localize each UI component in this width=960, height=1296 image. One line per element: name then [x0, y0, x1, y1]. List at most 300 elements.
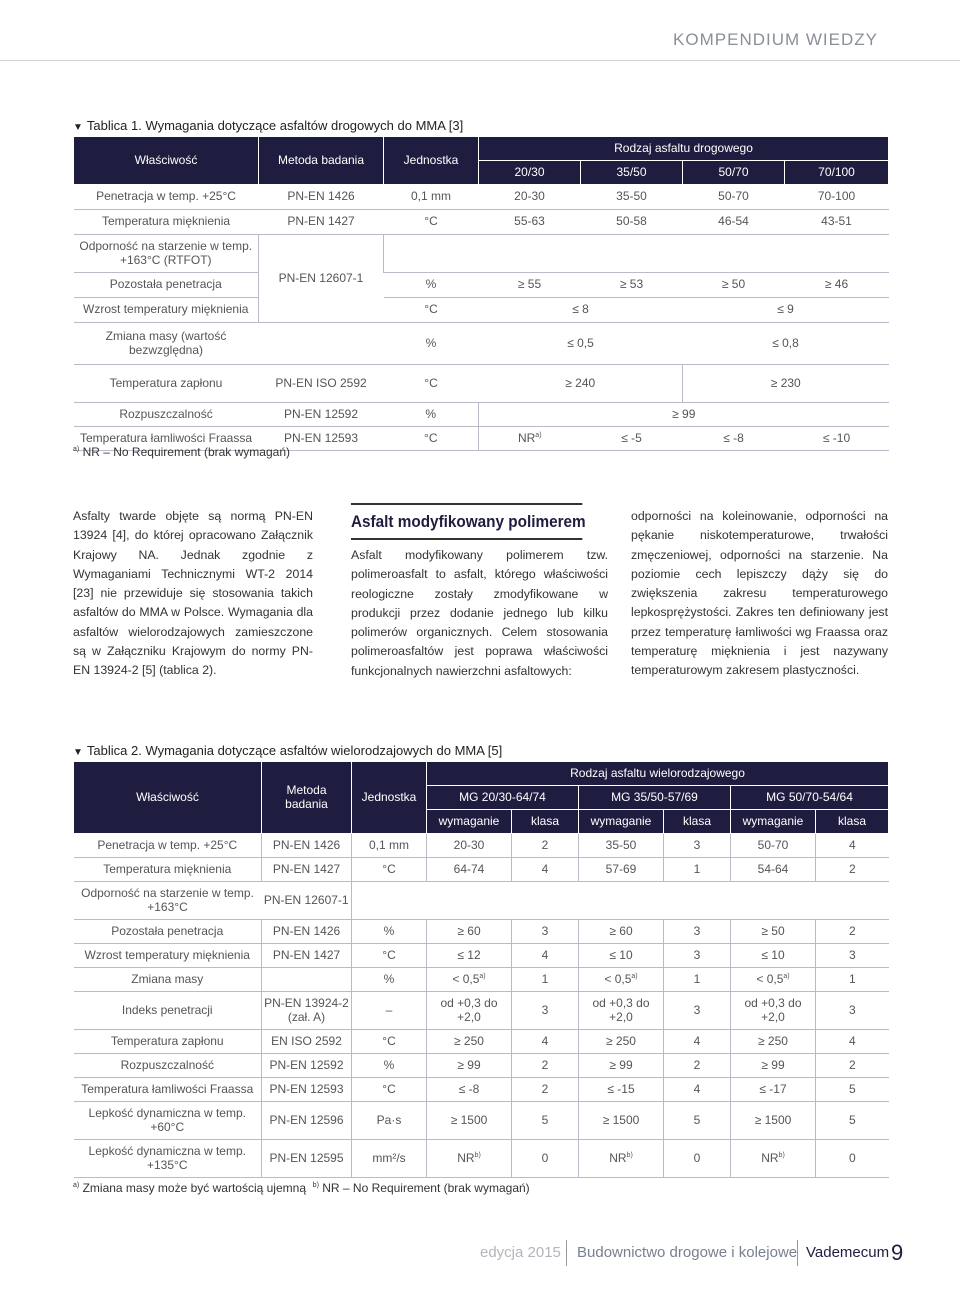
cell-text: Temperatura łamliwości Fraassa — [81, 1081, 254, 1096]
cell — [579, 1078, 664, 1102]
table-row — [74, 365, 889, 403]
t2-header-group: Rodzaj asfaltu wielorodzajowego — [427, 762, 889, 786]
cell-text: Indeks penetracji — [121, 1002, 213, 1017]
cell — [262, 920, 352, 944]
cell: Zmiana masy (wartość bezwzględna) — [74, 323, 259, 365]
cell: Temperatura zapłonu — [74, 365, 259, 403]
cell — [352, 1054, 427, 1078]
cell — [512, 1140, 579, 1178]
t1-grade: 20/30 — [479, 161, 581, 185]
cell — [816, 1054, 889, 1078]
cell — [512, 1054, 579, 1078]
cell-text: Temperatura mięknienia — [103, 861, 232, 876]
cell-text: % — [383, 923, 395, 938]
t1-header-group: Rodzaj asfaltu drogowego — [479, 137, 889, 161]
t2-header-unit: Jednostka — [352, 762, 427, 834]
footnote-mark: a) — [783, 972, 790, 980]
cell-text: ≥ 1500 — [450, 1112, 488, 1127]
table-row — [74, 1140, 889, 1178]
t1-grade: 35/50 — [581, 161, 683, 185]
cell-text: 0 — [848, 1150, 856, 1165]
t1-header-method: Metoda badania — [259, 137, 384, 185]
cell — [664, 1030, 731, 1054]
footer-edition: edycja 2015 — [480, 1244, 561, 1261]
table2-caption-text: Tablica 2. Wymagania dotyczące asfaltów wielorodzajowych do MMA [5] — [86, 743, 503, 758]
cell-text: < 0,5 — [756, 971, 784, 986]
footnote-mark: b) — [474, 1151, 481, 1159]
cell — [816, 1140, 889, 1178]
cell-text: 2 — [848, 861, 856, 876]
cell-text: ≥ 50 — [761, 923, 785, 938]
cell-text: NR — [609, 1150, 627, 1165]
cell-text: °C — [382, 861, 396, 876]
cell — [816, 834, 889, 858]
cell — [512, 1078, 579, 1102]
cell: 35-50 — [581, 185, 683, 210]
cell: 46-54 — [683, 210, 785, 235]
cell-text: PN-EN 12596 — [269, 1112, 344, 1127]
cell — [262, 1102, 352, 1140]
cell-text: 5 — [541, 1112, 549, 1127]
cell — [262, 1078, 352, 1102]
cell — [352, 968, 427, 992]
cell — [74, 1102, 262, 1140]
triangle-down-icon: ▼ — [73, 122, 83, 133]
cell — [512, 1030, 579, 1054]
cell — [479, 427, 581, 451]
cell: PN-EN 1426 — [259, 185, 384, 210]
cell — [664, 944, 731, 968]
cell — [74, 992, 262, 1030]
footer-brand: Vademecum — [797, 1240, 889, 1266]
cell — [731, 992, 816, 1030]
cell: Temperatura mięknienia — [74, 210, 259, 235]
cell — [579, 944, 664, 968]
cell-text: % — [383, 1057, 395, 1072]
cell: ≤ 0,8 — [683, 323, 889, 365]
table-row — [74, 210, 889, 235]
cell: °C — [384, 365, 479, 403]
cell — [352, 1030, 427, 1054]
footnote-mark: a) — [73, 446, 80, 453]
cell — [74, 1054, 262, 1078]
cell — [731, 1140, 816, 1178]
cell-text: 1 — [848, 971, 856, 986]
cell-text: < 0,5 — [452, 971, 480, 986]
footnote-text: NR – No Requirement (brak wymagań) — [322, 1181, 530, 1195]
cell-text: 64-74 — [453, 861, 485, 876]
cell-text: 4 — [848, 837, 856, 852]
table2 — [73, 761, 889, 1178]
cell-text: % — [383, 971, 395, 986]
table-row — [74, 858, 889, 882]
cell-text: 5 — [848, 1112, 856, 1127]
cell-text: od +0,3 do +2,0 — [440, 995, 498, 1024]
cell — [74, 968, 262, 992]
cell: 50-58 — [581, 210, 683, 235]
cell: % — [384, 403, 479, 427]
t2-grade: MG 50/70-54/64 — [731, 786, 889, 810]
cell — [816, 968, 889, 992]
t2-sub: wymaganie — [731, 810, 816, 834]
cell — [262, 1140, 352, 1178]
cell: PN-EN 12607-1 — [259, 235, 384, 323]
t2-sub: klasa — [512, 810, 579, 834]
cell — [74, 920, 262, 944]
cell — [74, 834, 262, 858]
cell-text: 2 — [693, 1057, 701, 1072]
cell-text: 3 — [693, 947, 701, 962]
cell: ≤ -10 — [785, 427, 889, 451]
cell-text: ≥ 250 — [606, 1033, 636, 1048]
cell-text: mm²/s — [372, 1150, 406, 1165]
empty-cell — [384, 235, 889, 273]
cell — [427, 992, 512, 1030]
cell — [579, 1102, 664, 1140]
footnote-mark: a) — [479, 972, 486, 980]
cell: ≥ 55 — [479, 273, 581, 298]
cell-text: °C — [382, 1033, 396, 1048]
cell-text: 2 — [541, 837, 549, 852]
cell — [664, 1102, 731, 1140]
cell — [512, 920, 579, 944]
text-column-1: Asfalty twarde objęte są normą PN-EN 13924 [4], do której opracowano Załącznik Krajowy NA. Jednak zgodnie z Wymaganiami Technicznymi WT-2 2014 [23] nie przewiduje się stosowania takich asfaltów do MMA w Polsce. Wymagania dla asfaltów wielorodzajowych zamieszczone są w Załączniku Krajowym do normy PN-EN 13924-2 [5] (tablica 2). — [73, 509, 313, 678]
cell — [579, 968, 664, 992]
empty-cell — [352, 882, 889, 920]
footer-section: Budownictwo drogowe i kolejowe — [566, 1240, 797, 1266]
cell-text: 5 — [848, 1081, 856, 1096]
cell-text: NR — [761, 1150, 779, 1165]
cell: % — [384, 273, 479, 298]
cell: °C — [384, 298, 479, 323]
cell — [664, 1078, 731, 1102]
cell — [664, 968, 731, 992]
cell-text: PN-EN 12593 — [269, 1081, 344, 1096]
cell: % — [384, 323, 479, 365]
t1-grade: 50/70 — [683, 161, 785, 185]
cell: 43-51 — [785, 210, 889, 235]
footnote-mark: a) — [73, 1182, 80, 1189]
cell: 0,1 mm — [384, 185, 479, 210]
table-row — [74, 1030, 889, 1054]
t1-header-property: Właściwość — [74, 137, 259, 185]
cell: 55-63 — [479, 210, 581, 235]
cell — [816, 920, 889, 944]
cell-text: 3 — [693, 837, 701, 852]
cell: ≤ -5 — [581, 427, 683, 451]
cell — [512, 1102, 579, 1140]
cell-text: ≥ 250 — [758, 1033, 788, 1048]
cell — [731, 1054, 816, 1078]
cell — [579, 1054, 664, 1078]
footnote-mark: b) — [778, 1151, 785, 1159]
cell-text: 4 — [541, 947, 549, 962]
cell-text: ≥ 1500 — [602, 1112, 640, 1127]
cell-text: °C — [382, 1081, 396, 1096]
footnote-mark: a) — [631, 972, 638, 980]
table-row — [74, 235, 889, 273]
section-title: Asfalt modyfikowany polimerem — [351, 503, 582, 540]
cell-text: – — [385, 1002, 393, 1017]
cell — [262, 1030, 352, 1054]
cell-text: 3 — [848, 1002, 856, 1017]
cell-text: 4 — [693, 1033, 701, 1048]
cell-text: 35-50 — [605, 837, 637, 852]
header-divider — [0, 60, 960, 61]
cell — [427, 1102, 512, 1140]
table-row — [74, 323, 889, 365]
cell-text: PN-EN 1427 — [272, 861, 341, 876]
cell — [579, 1030, 664, 1054]
table-row — [74, 944, 889, 968]
cell: 20-30 — [479, 185, 581, 210]
cell — [74, 1140, 262, 1178]
cell — [74, 858, 262, 882]
cell: Penetracja w temp. +25°C — [74, 185, 259, 210]
footnote-mark: b) — [626, 1151, 633, 1159]
cell-text: ≥ 60 — [609, 923, 633, 938]
cell-text: Temperatura zapłonu — [110, 1033, 224, 1048]
cell-text: 5 — [693, 1112, 701, 1127]
cell-text: Penetracja w temp. +25°C — [97, 837, 238, 852]
cell: ≥ 230 — [683, 365, 889, 403]
table-row — [74, 920, 889, 944]
table2-caption — [73, 743, 502, 758]
cell-text: ≤ -8 — [458, 1081, 480, 1096]
cell — [74, 944, 262, 968]
t2-grade: MG 35/50-57/69 — [579, 786, 731, 810]
cell — [262, 834, 352, 858]
cell: ≥ 50 — [683, 273, 785, 298]
cell — [816, 858, 889, 882]
footnote-text: Zmiana masy może być wartością ujemną — [82, 1181, 306, 1195]
cell-text: EN ISO 2592 — [271, 1033, 342, 1048]
cell: °C — [384, 210, 479, 235]
cell-text: ≤ -15 — [607, 1081, 635, 1096]
cell: ≤ 0,5 — [479, 323, 683, 365]
cell — [262, 968, 352, 992]
cell-text: ≤ 10 — [609, 947, 633, 962]
cell — [352, 858, 427, 882]
cell-text: 3 — [693, 1002, 701, 1017]
page-number: 9 — [891, 1240, 904, 1265]
t2-sub: wymaganie — [427, 810, 512, 834]
cell-text: ≥ 99 — [457, 1057, 481, 1072]
cell — [816, 1030, 889, 1054]
cell: PN-EN 12592 — [259, 403, 384, 427]
cell-text: 1 — [541, 971, 549, 986]
t2-sub: klasa — [816, 810, 889, 834]
cell-text: od +0,3 do +2,0 — [744, 995, 802, 1024]
cell-text: PN-EN 1427 — [272, 947, 341, 962]
table-row — [74, 968, 889, 992]
cell: ≥ 53 — [581, 273, 683, 298]
cell-text: NR — [457, 1150, 475, 1165]
cell: PN-EN 1427 — [259, 210, 384, 235]
cell — [579, 834, 664, 858]
cell-text: 4 — [541, 861, 549, 876]
cell-text: 1 — [693, 971, 701, 986]
cell — [427, 1054, 512, 1078]
cell-text: Lepkość dynamiczna w temp. +60°C — [88, 1105, 246, 1134]
cell-text: 2 — [848, 1057, 856, 1072]
cell — [731, 1102, 816, 1140]
cell-text: Pozostała penetracja — [111, 923, 224, 938]
cell-text: 4 — [541, 1033, 549, 1048]
cell — [427, 944, 512, 968]
cell — [731, 944, 816, 968]
footnote-mark: a) — [535, 431, 542, 439]
cell: °C — [384, 427, 479, 451]
cell — [352, 1140, 427, 1178]
cell — [427, 920, 512, 944]
cell — [352, 920, 427, 944]
table-row — [74, 1102, 889, 1140]
cell-text: 4 — [693, 1081, 701, 1096]
cell — [816, 992, 889, 1030]
cell-text: PN-EN 12592 — [269, 1057, 344, 1072]
table1-footnote — [73, 445, 290, 459]
cell: Wzrost temperatury mięknienia — [74, 298, 259, 323]
cell — [352, 1078, 427, 1102]
cell-text: 4 — [848, 1033, 856, 1048]
cell — [427, 1140, 512, 1178]
table-row — [74, 992, 889, 1030]
cell: Pozostała penetracja — [74, 273, 259, 298]
cell-text: 3 — [693, 923, 701, 938]
cell: PN-EN ISO 2592 — [259, 365, 384, 403]
t1-grade: 70/100 — [785, 161, 889, 185]
cell-text: 2 — [541, 1057, 549, 1072]
table1 — [73, 136, 889, 451]
table-row — [74, 185, 889, 210]
cell-text: ≤ 10 — [761, 947, 785, 962]
cell — [74, 1078, 262, 1102]
cell — [664, 1054, 731, 1078]
cell — [512, 858, 579, 882]
cell — [262, 992, 352, 1030]
cell — [731, 920, 816, 944]
cell — [427, 968, 512, 992]
table2-footnote — [73, 1181, 530, 1195]
empty-cell — [259, 323, 384, 365]
cell — [262, 858, 352, 882]
cell-text: ≥ 250 — [454, 1033, 484, 1048]
table-row — [74, 882, 889, 920]
cell — [664, 858, 731, 882]
t2-header-property: Właściwość — [74, 762, 262, 834]
cell-text: PN-EN 13924-2 (zał. A) — [264, 995, 349, 1024]
cell — [731, 1078, 816, 1102]
t2-grade: MG 20/30-64/74 — [427, 786, 579, 810]
cell — [731, 834, 816, 858]
cell-text: 2 — [541, 1081, 549, 1096]
cell-text: ≤ -17 — [759, 1081, 787, 1096]
cell-text: 0 — [693, 1150, 701, 1165]
cell: ≥ 99 — [479, 403, 889, 427]
cell-text: od +0,3 do +2,0 — [592, 995, 650, 1024]
cell — [427, 1030, 512, 1054]
cell-text: PN-EN 1426 — [272, 923, 341, 938]
cell — [731, 1030, 816, 1054]
cell-text: ≤ 12 — [457, 947, 481, 962]
triangle-down-icon: ▼ — [73, 747, 83, 758]
cell — [664, 1140, 731, 1178]
cell-text: ≥ 1500 — [754, 1112, 792, 1127]
cell — [512, 968, 579, 992]
cell-text: 3 — [541, 923, 549, 938]
cell: 50-70 — [683, 185, 785, 210]
cell — [664, 992, 731, 1030]
t2-sub: klasa — [664, 810, 731, 834]
header-title: KOMPENDIUM WIEDZY — [673, 30, 878, 49]
cell — [579, 920, 664, 944]
cell — [816, 944, 889, 968]
cell — [427, 1078, 512, 1102]
cell — [731, 968, 816, 992]
cell — [664, 834, 731, 858]
cell: ≤ -8 — [683, 427, 785, 451]
cell-text: ≥ 99 — [761, 1057, 785, 1072]
cell: ≥ 240 — [479, 365, 683, 403]
cell-text: PN-EN 12595 — [269, 1150, 344, 1165]
cell — [579, 992, 664, 1030]
cell — [74, 1030, 262, 1054]
cell-text: 57-69 — [605, 861, 637, 876]
cell: ≤ 8 — [479, 298, 683, 323]
cell: Odporność na starzenie w temp. +163°C — [74, 882, 262, 920]
t2-header-method: Metoda badania — [262, 762, 352, 834]
t1-header-unit: Jednostka — [384, 137, 479, 185]
cell — [579, 1140, 664, 1178]
cell-text: Zmiana masy — [131, 971, 204, 986]
cell-text: PN-EN 1426 — [272, 837, 341, 852]
cell — [512, 944, 579, 968]
text-column-3: odporności na koleinowanie, odporności na pękanie niskotemperaturowe, trwałości zmęczeniowej, odporności na starzenie. Na poziomie cech lepiszczy dąży się do zwiększenia zakresu temperaturowego lepkosprężystości. Zakres ten definiowany jest przez temperaturę łamliwości wg Fraassa oraz temperaturę mięknienia i jest nazywany temperaturowym zakresem plastyczności. — [631, 509, 888, 678]
cell-text: Lepkość dynamiczna w temp. +135°C — [88, 1143, 246, 1172]
cell-text: 2 — [848, 923, 856, 938]
footnote-text: NR – No Requirement (brak wymagań) — [82, 445, 290, 459]
cell-text: °C — [382, 947, 396, 962]
cell-text: ≥ 99 — [609, 1057, 633, 1072]
cell — [352, 944, 427, 968]
table-row — [74, 834, 889, 858]
cell-text: 50-70 — [757, 837, 789, 852]
nr-text: NR — [517, 430, 536, 445]
cell — [262, 1054, 352, 1078]
table1-caption-text: Tablica 1. Wymagania dotyczące asfaltów drogowych do MMA [3] — [86, 118, 464, 133]
footnote-mark: b) — [312, 1182, 319, 1189]
cell — [352, 1102, 427, 1140]
cell-text: Pa·s — [376, 1112, 402, 1127]
table1-caption — [73, 118, 463, 133]
cell-text: 0 — [541, 1150, 549, 1165]
cell — [816, 1078, 889, 1102]
cell: ≤ 9 — [683, 298, 889, 323]
cell-text: Wzrost temperatury mięknienia — [84, 947, 250, 962]
cell — [816, 1102, 889, 1140]
cell-text: ≥ 60 — [457, 923, 481, 938]
cell-text: 3 — [848, 947, 856, 962]
table-row — [74, 298, 889, 323]
cell: ≥ 46 — [785, 273, 889, 298]
cell: PN-EN 12607-1 — [262, 882, 352, 920]
table-row — [74, 403, 889, 427]
cell — [262, 944, 352, 968]
cell: PN-EN 12593 — [259, 427, 384, 451]
cell — [352, 834, 427, 858]
table-row — [74, 273, 889, 298]
